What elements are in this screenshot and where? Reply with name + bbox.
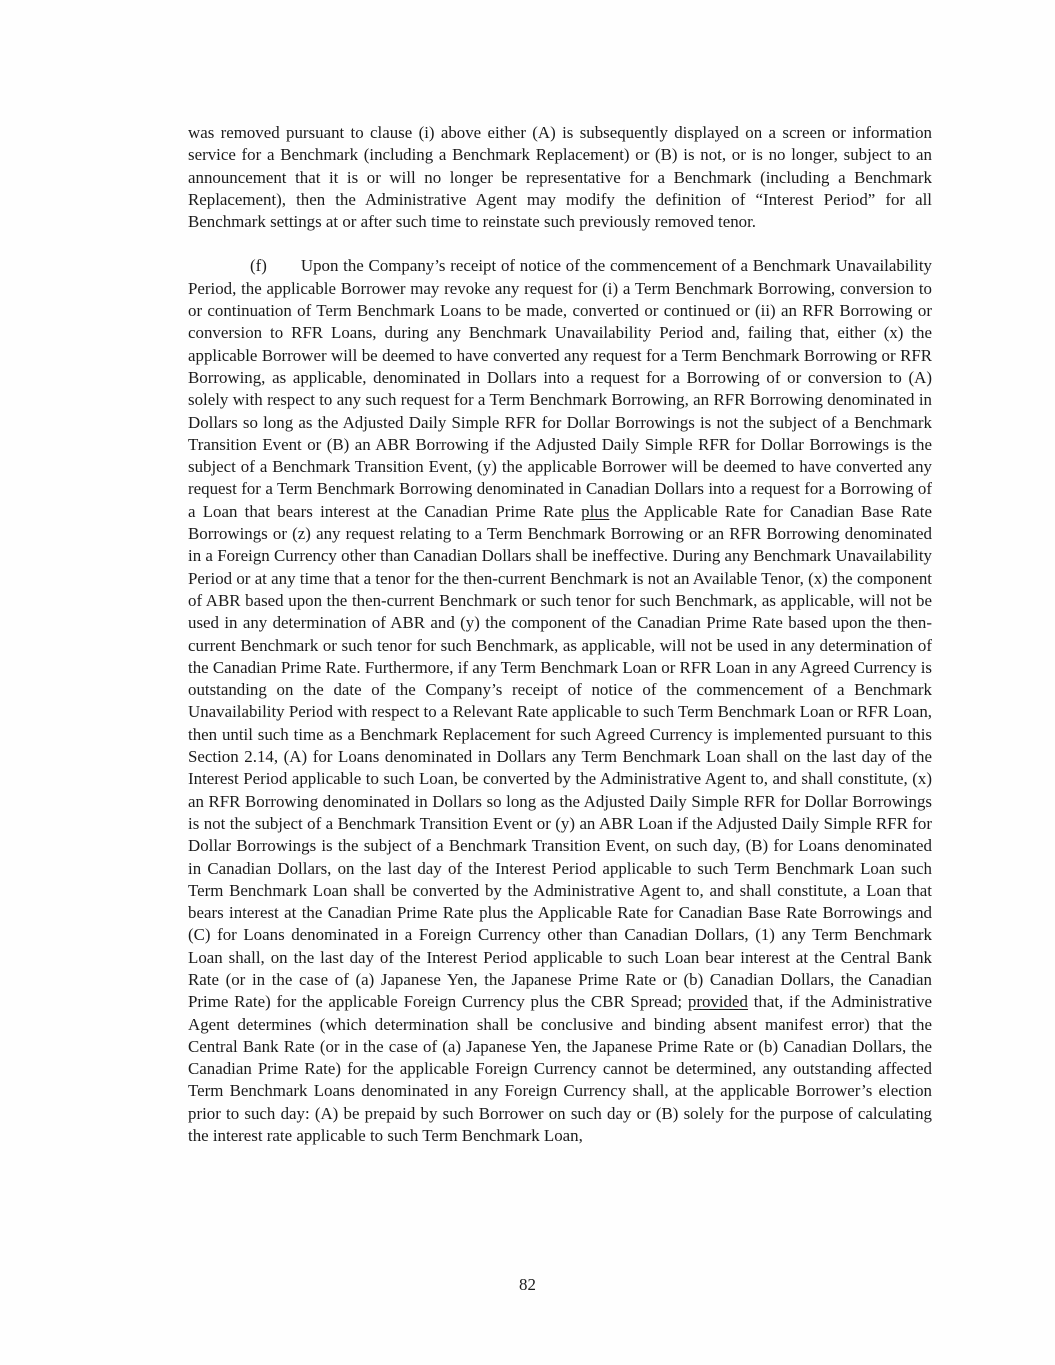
page-number: 82 xyxy=(519,1275,536,1294)
paragraph-continuation: was removed pursuant to clause (i) above either (A) is subsequently displayed on a screen or information service for a Benchmark (including a Benchmark Replacement) or (B) is not, or is no longer, subject to an announcement that it is or will no longer be representative for a Benchmark (including a Benchmark Replacement), then the Administrative Agent may modify the definition of “Interest Period” for all Benchmark settings at or after such time to reinstate such previously removed tenor. xyxy=(188,123,932,232)
underlined-word-provided: provided xyxy=(687,992,748,1012)
document-text-block xyxy=(188,122,932,1147)
paragraph-f-marker: (f) xyxy=(250,256,267,276)
paragraph-f-text-segment: Upon the Company’s receipt of notice of the commencement of a Benchmark Unavailability Period, the applicable Borrower may revoke any request for (i) a Term Benchmark Borrowing, conversion to or continuation of Term Benchmark Loans to be made, converted or continued or (ii) an RFR Borrowing or conversion to RFR Loans, during any Benchmark Unavailability Period and, failing that, either (x) the applicable Borrower will be deemed to have converted any request for a Term Benchmark Borrowing or RFR Borrowing, as applicable, denominated in Dollars into a request for a Borrowing of or conversion to (A) solely with respect to any such request for a Term Benchmark Borrowing, an RFR Borrowing denominated in Dollars so long as the Adjusted Daily Simple RFR for Dollar Borrowings is not the subject of a Benchmark Transition Event or (B) an ABR Borrowing if the Adjusted Daily Simple RFR for Dollar Borrowings is the subject of a Benchmark Transition Event, (y) the applicable Borrower will be deemed to have converted any request for a Term Benchmark Borrowing denominated in Canadian Dollars into a request for a Borrowing of a Loan that bears interest at the Canadian Prime Rate xyxy=(188,256,932,521)
paragraph-f-text-segment: that, if the Administrative Agent determines (which determination shall be conclusive and binding absent manifest error) that the Central Bank Rate (or in the case of (a) Japanese Yen, the Japanese Prime Rate or (b) Canadian Dollars, the Canadian Prime Rate) for the applicable Foreign Currency cannot be determined, any outstanding affected Term Benchmark Loans denominated in any Foreign Currency shall, at the applicable Borrower’s election prior to such day: (A) be prepaid by such Borrower on such day or (B) solely for the purpose of calculating the interest rate applicable to such Term Benchmark Loan, xyxy=(188,992,932,1146)
underlined-word-plus: plus xyxy=(581,501,610,521)
paragraph-f-text-segment: the Applicable Rate for Canadian Base Rate Borrowings or (z) any request relating to a Term Benchmark Borrowing or an RFR Borrowing denominated in a Foreign Currency other than Canadian Dollars shall be ineffective. During any Benchmark Unavailability Period or at any time that a tenor for the then-current Benchmark is not an Available Tenor, (x) the component of ABR based upon the then-current Benchmark or such tenor for such Benchmark, as applicable, will not be used in any determination of ABR and (y) the component of the Canadian Prime Rate based upon the then-current Benchmark or such tenor for such Benchmark, as applicable, will not be used in any determination of the Canadian Prime Rate. Furthermore, if any Term Benchmark Loan or RFR Loan in any Agreed Currency is outstanding on the date of the Company’s receipt of notice of the commencement of a Benchmark Unavailability Period with respect to a Relevant Rate applicable to such Term Benchmark Loan or RFR Loan, then until such time as a Benchmark Replacement for such Agreed Currency is implemented pursuant to this Section 2.14, (A) for Loans denominated in Dollars any Term Benchmark Loan shall on the last day of the Interest Period applicable to such Loan, be converted by the Administrative Agent to, and shall constitute, (x) an RFR Borrowing denominated in Dollars so long as the Adjusted Daily Simple RFR for Dollar Borrowings is not the subject of a Benchmark Transition Event or (y) an ABR Loan if the Adjusted Daily Simple RFR for Dollar Borrowings is the subject of a Benchmark Transition Event, on such day, (B) for Loans denominated in Canadian Dollars, on the last day of the Interest Period applicable to such Term Benchmark Loan such Term Benchmark Loan shall be converted by the Administrative Agent to, and shall constitute, a Loan that bears interest at the Canadian Prime Rate plus the Applicable Rate for Canadian Base Rate Borrowings and (C) for Loans denominated in a Foreign Currency other than Canadian Dollars, (1) any Term Benchmark Loan shall, on the last day of the Interest Period applicable to such Loan bear interest at the Central Bank Rate (or in the case of (a) Japanese Yen, the Japanese Prime Rate or (b) Canadian Dollars, the Canadian Prime Rate) for the applicable Foreign Currency plus the CBR Spread; xyxy=(188,501,932,1012)
paragraph-f xyxy=(188,255,932,1147)
